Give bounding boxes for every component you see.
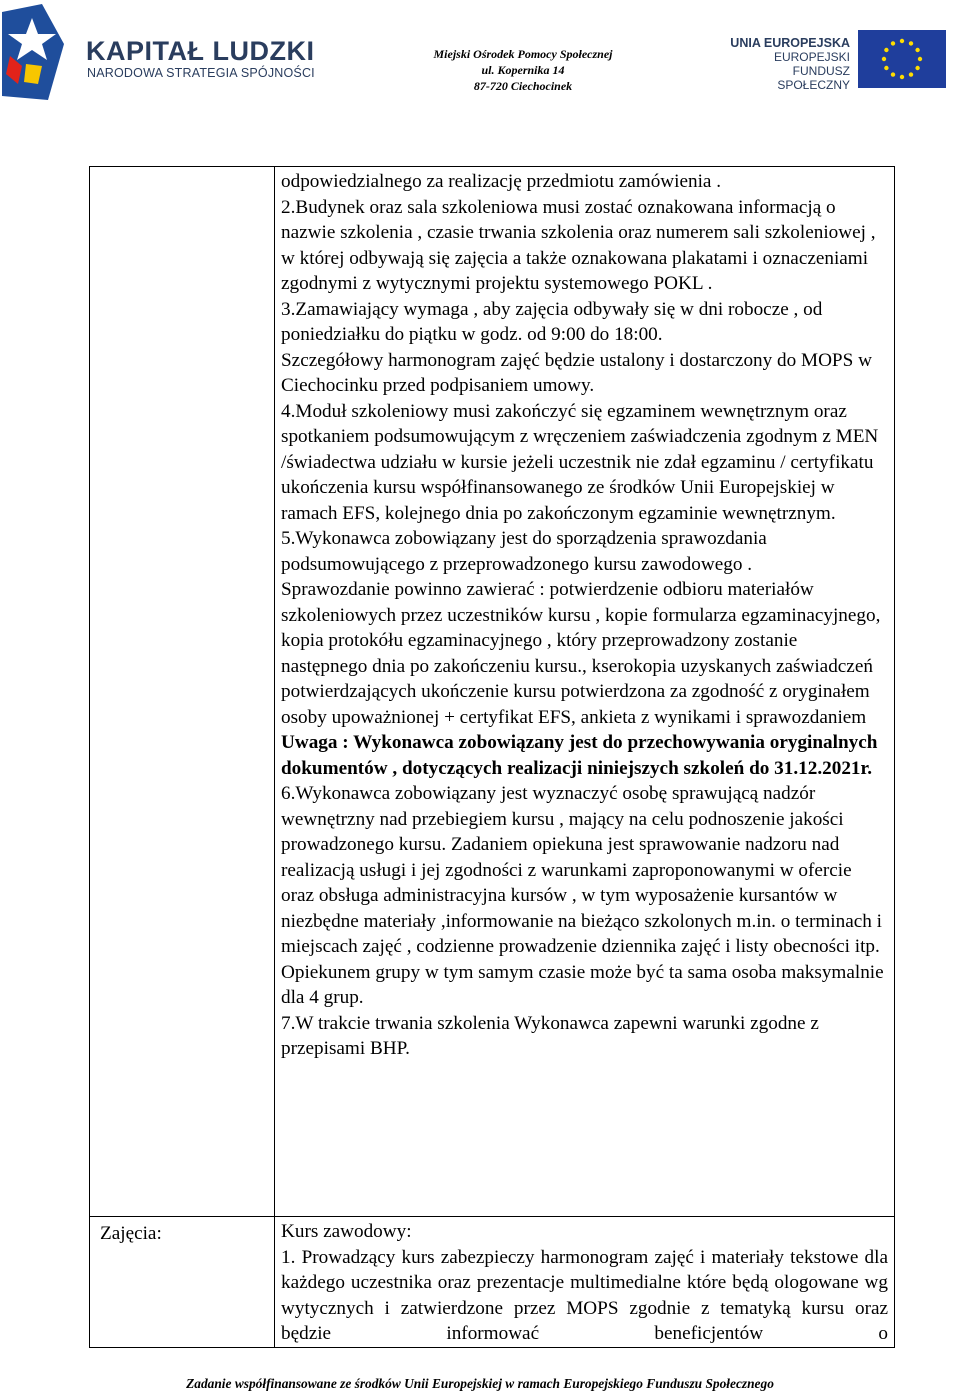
page-header — [0, 0, 960, 110]
eu-star-icon — [900, 39, 904, 43]
requirement-paragraph: odpowiedzialnego za realizację przedmiotu zamówienia . — [281, 171, 722, 192]
eu-flag-icon — [858, 30, 946, 88]
eu-star-icon — [891, 72, 895, 76]
left-cell-label — [90, 1217, 275, 1348]
requirement-paragraph: 7.W trakcie trwania szkolenia Wykonawca zapewni warunki zgodne z przepisami BHP. — [281, 1012, 819, 1059]
notice-paragraph: Uwaga : Wykonawca zobowiązany jest do przechowywania oryginalnych dokumentów , dotyczących realizacji niniejszych szkoleń do 31.12.2021r. — [281, 732, 878, 779]
requirement-paragraph: 4.Moduł szkoleniowy musi zakończyć się egzaminem wewnętrznym oraz spotkaniem podsumowującym z wręczeniem zaświadczenia zgodnym z MEN /świadectwa udziału w kursie jeżeli uczestnik nie zdał egzaminu / certyfikatu ukończenia kursu współfinansowanego ze środków Unii Europejskiej w ramach EFS, kolejnego dnia po zakończonym egzaminie wewnętrznym. — [281, 400, 879, 524]
right-cell-course — [275, 1217, 895, 1348]
table-row — [90, 167, 895, 1217]
eu-star-icon — [891, 41, 895, 45]
eu-star-icon — [909, 72, 913, 76]
table-row — [90, 1217, 895, 1348]
requirements-text — [275, 167, 894, 1062]
eu-star-icon — [882, 57, 886, 61]
requirement-paragraph: 5.Wykonawca zobowiązany jest do sporządzenia sprawozdania podsumowującego z przeprowadzonego kursu zawodowego . — [281, 528, 767, 575]
eu-star-icon — [918, 57, 922, 61]
requirement-paragraph: 2.Budynek oraz sala szkoleniowa musi zostać oznakowana informacją o nazwie szkolenia , czasie trwania szkolenia oraz numerem sali szkoleniowej , w której odbywają się zajęcia a także oznakowana plakatami i oznaczeniami zgodnymi z wytycznymi projektu systemowego POKL . — [281, 196, 876, 294]
page-footer: Zadanie współfinansowane ze środków Unii Europejskiej w ramach Europejskiego Funduszu Społecznego — [186, 1376, 774, 1391]
specification-table — [89, 166, 895, 1348]
address-line-2: ul. Kopernika 14 — [481, 63, 565, 77]
course-heading: Kurs zawodowy: — [281, 1221, 412, 1242]
course-text — [275, 1217, 894, 1347]
course-paragraph: 1. Prowadzący kurs zabezpieczy harmonogram zajęć i materiały tekstowe dla każdego uczestnika oraz prezentacje multimedialne które będą ologowane wg wytycznych i zatwierdzone przez MOPS zgodnie z tematyką kursu oraz będzie informować beneficjentów o — [281, 1246, 888, 1344]
eu-line-3: FUNDUSZ SPOŁECZNY — [777, 64, 850, 92]
right-cell-requirements — [275, 167, 895, 1217]
requirement-paragraph: Sprawozdanie powinno zawierać : potwierdzenie odbioru materiałów szkoleniowych przez uczestników kursu , kopie formularza egzaminacyjnego, kopia protokółu egzaminacyjnego , który przeprowadzony zostanie następnego dnia po zakończeniu kursu., kserokopia uzyskanych zaświadczeń potwierdzających ukończenie kursu potwierdzona za zgodność z oryginałem osoby upoważnionej + certyfikat EFS, ankieta z wynikami i sprawozdaniem — [281, 579, 881, 728]
left-cell-empty — [90, 167, 275, 1217]
eu-line-2: EUROPEJSKI — [773, 50, 850, 64]
institution-address — [420, 46, 626, 94]
eu-star-icon — [884, 66, 888, 70]
eu-star-icon — [909, 41, 913, 45]
eu-star-icon — [915, 48, 919, 52]
kapital-ludzki-title: KAPITAŁ LUDZKI — [86, 36, 315, 66]
eu-text-block — [728, 36, 850, 92]
kapital-ludzki-subtitle: NARODOWA STRATEGIA SPÓJNOŚCI — [87, 66, 315, 80]
zajecia-label: Zajęcia: — [100, 1223, 162, 1244]
requirement-paragraph: 3.Zamawiający wymaga , aby zajęcia odbywały się w dni robocze , od poniedziałku do piątku w godz. od 9:00 do 18:00. — [281, 298, 823, 345]
eu-star-icon — [884, 48, 888, 52]
eu-star-icon — [915, 66, 919, 70]
address-line-3: 87-720 Ciechocinek — [473, 79, 573, 93]
address-line-1: Miejski Ośrodek Pomocy Społecznej — [433, 47, 613, 61]
eu-line-1: UNIA EUROPEJSKA — [730, 36, 850, 50]
kapital-ludzki-logo-icon — [2, 4, 64, 100]
eu-star-icon — [900, 75, 904, 79]
requirement-paragraph: Szczegółowy harmonogram zajęć będzie ustalony i dostarczony do MOPS w Ciechocinku przed podpisaniem umowy. — [281, 349, 872, 396]
requirement-paragraph: 6.Wykonawca zobowiązany jest wyznaczyć osobę sprawującą nadzór wewnętrzny nad przebiegiem kursu , mający na celu podnoszenie jakości prowadzonego kursu. Zadaniem opiekuna jest sprawowanie nadzoru nad realizacją usługi i jej zgodności z warunkami zaproponowanymi w ofercie oraz obsługa administracyjna kursów , w tym wyposażenie kursantów w niezbędne materiały ,informowanie na bieżąco szkolonych m.in. o terminach i miejscach zajęć , codzienne prowadzenie dziennika zajęć i listy obecności itp. Opiekunem grupy w tym samym czasie może być ta sama osoba maksymalnie dla 4 grup. — [281, 783, 884, 1008]
